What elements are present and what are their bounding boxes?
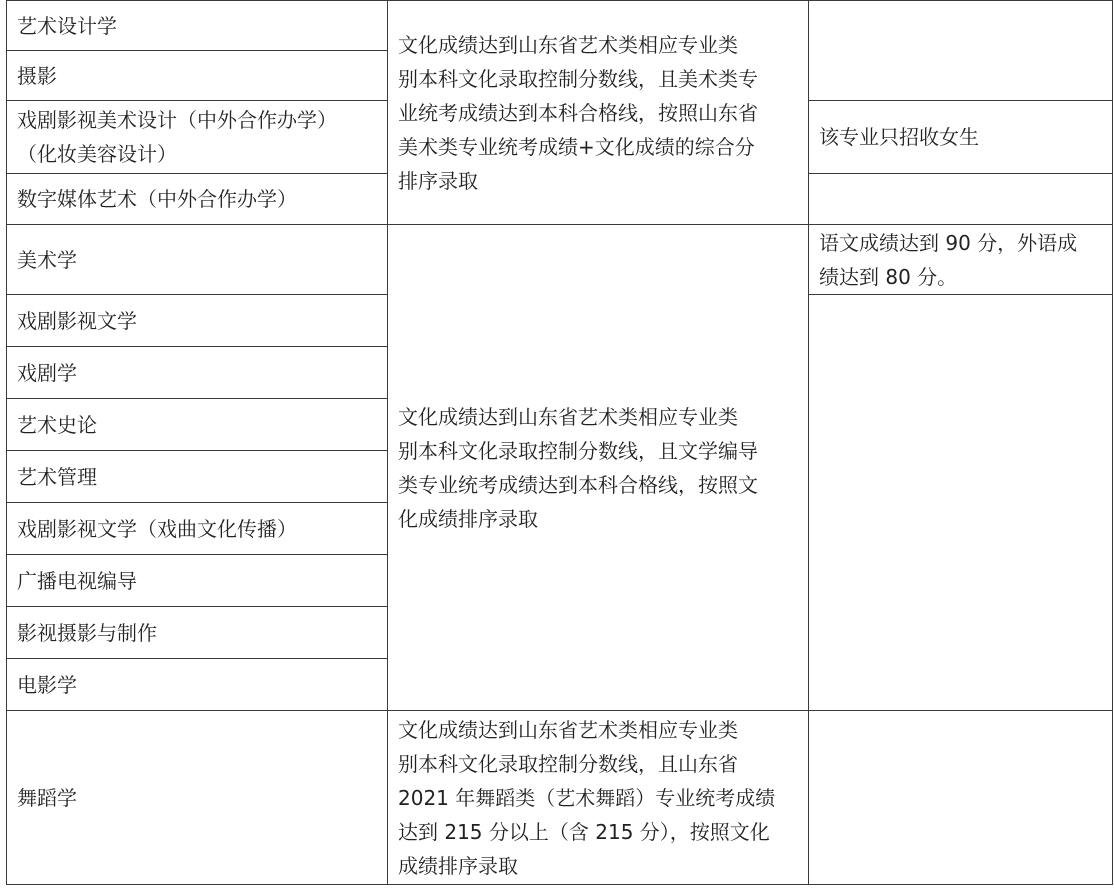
major-cell: 美术学 (7, 225, 388, 295)
major-cell: 影视摄影与制作 (7, 607, 388, 659)
condition-line: 达到 215 分以上（含 215 分），按照文化 (398, 819, 770, 844)
condition-line: 业统考成绩达到本科合格线，按照山东省 (398, 100, 758, 125)
major-cell: 戏剧影视文学（戏曲文化传播） (7, 503, 388, 555)
note-cell-female-only: 该专业只招收女生 (809, 101, 1113, 174)
major-cell: 数字媒体艺术（中外合作办学） (7, 174, 388, 225)
admission-requirements-table (6, 0, 1113, 885)
major-cell: 艺术设计学 (7, 1, 388, 51)
major-cell: 戏剧影视文学 (7, 295, 388, 347)
condition-line: 文化成绩达到山东省艺术类相应专业类 (398, 32, 738, 57)
major-cell: 广播电视编导 (7, 555, 388, 607)
note-cell-empty (809, 711, 1113, 885)
condition-line: 别本科文化录取控制分数线，且山东省 (398, 751, 738, 776)
condition-line: 类专业统考成绩达到本科合格线，按照文 (398, 472, 758, 497)
major-cell: 电影学 (7, 659, 388, 711)
note-cell-score-requirement (809, 225, 1113, 295)
condition-cell-group3 (388, 711, 809, 885)
major-cell: 舞蹈学 (7, 711, 388, 885)
condition-line: 成绩排序录取 (398, 853, 518, 878)
major-cell (7, 101, 388, 174)
table-row (7, 711, 1113, 885)
major-line: （化妆美容设计） (17, 142, 177, 166)
major-cell: 艺术史论 (7, 399, 388, 451)
note-line: 绩达到 80 分。 (819, 264, 958, 289)
note-cell-empty (809, 295, 1113, 711)
condition-line: 别本科文化录取控制分数线，且美术类专 (398, 66, 758, 91)
major-cell: 戏剧学 (7, 347, 388, 399)
condition-line: 别本科文化录取控制分数线，且文学编导 (398, 438, 758, 463)
major-cell: 艺术管理 (7, 451, 388, 503)
major-line: 戏剧影视美术设计（中外合作办学） (17, 108, 337, 132)
note-cell-empty (809, 174, 1113, 225)
condition-line: 文化成绩达到山东省艺术类相应专业类 (398, 404, 738, 429)
table-row (7, 225, 1113, 295)
note-line: 语文成绩达到 90 分，外语成 (819, 230, 1078, 255)
condition-line: 排序录取 (398, 168, 478, 193)
condition-cell-group1 (388, 1, 809, 225)
condition-line: 化成绩排序录取 (398, 506, 538, 531)
condition-line: 文化成绩达到山东省艺术类相应专业类 (398, 717, 738, 742)
table-row (7, 1, 1113, 51)
condition-line: 2021 年舞蹈类（艺术舞蹈）专业统考成绩 (398, 785, 776, 810)
note-cell-empty (809, 1, 1113, 101)
major-cell: 摄影 (7, 51, 388, 101)
condition-cell-group2 (388, 225, 809, 711)
condition-line: 美术类专业统考成绩+文化成绩的综合分 (398, 134, 755, 159)
